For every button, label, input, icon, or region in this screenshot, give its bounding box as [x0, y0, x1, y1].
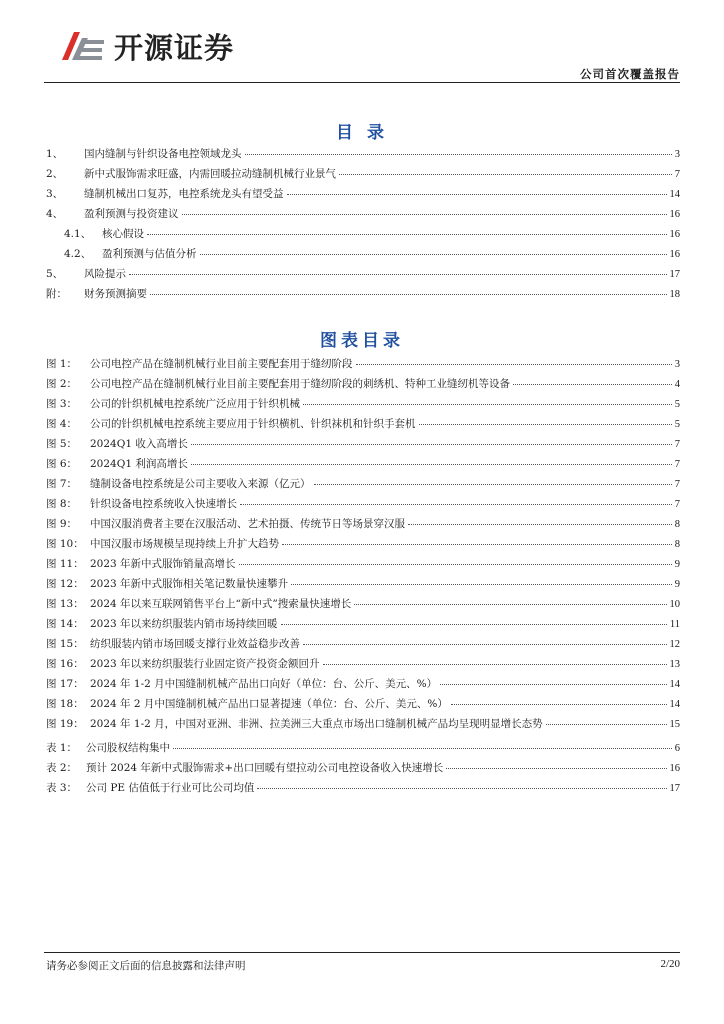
- figure-entry[interactable]: [46, 456, 680, 476]
- entry-page-number: 9: [674, 559, 680, 570]
- toc-entry[interactable]: [46, 286, 680, 306]
- dot-leader: [173, 748, 672, 749]
- figure-entry[interactable]: [46, 676, 680, 696]
- entry-label: 公司 PE 估值低于行业可比公司均值: [86, 782, 255, 794]
- entry-page-number: 4: [674, 379, 680, 390]
- entry-number: 图 7：: [46, 478, 78, 490]
- entry-label: 新中式服饰需求旺盛，内需回暖拉动缝制机械行业景气: [84, 168, 336, 180]
- entry-label: 2023 年新中式服饰相关笔记数量快速攀升: [90, 578, 289, 590]
- entry-label: 2024Q1 收入高增长: [90, 438, 188, 450]
- entry-number: 图 15：: [46, 638, 84, 650]
- entry-number: 图 17：: [46, 678, 84, 690]
- entry-page-number: 7: [674, 169, 680, 180]
- entry-label: 公司电控产品在缝制机械行业目前主要配套用于缝纫阶段的刺绣机、特种工业缝纫机等设备: [90, 378, 510, 390]
- entry-label: 2024 年 1-2 月中国缝制机械产品出口向好（单位：台、公斤、美元、%）: [90, 678, 438, 690]
- table-entry[interactable]: [46, 740, 680, 760]
- entry-page-number: 6: [674, 743, 680, 754]
- entry-number: 3、: [46, 188, 64, 200]
- entry-number: 图 11：: [46, 558, 84, 570]
- dot-leader: [546, 724, 667, 725]
- dot-leader: [281, 624, 667, 625]
- entry-number: 图 3：: [46, 398, 78, 410]
- entry-number: 5、: [46, 268, 64, 280]
- entry-page-number: 8: [674, 519, 680, 530]
- entry-number: 图 14：: [46, 618, 84, 630]
- figure-list: [46, 356, 680, 736]
- toc-entry[interactable]: [46, 166, 680, 186]
- dot-leader: [245, 154, 672, 155]
- entry-label: 2024Q1 利润高增长: [90, 458, 188, 470]
- entry-number: 图 10：: [46, 538, 84, 550]
- document-type-label: 公司首次覆盖报告: [580, 67, 680, 81]
- figure-entry[interactable]: [46, 616, 680, 636]
- entry-page-number: 3: [674, 149, 680, 160]
- entry-page-number: 16: [669, 229, 680, 240]
- dot-leader: [446, 768, 666, 769]
- entry-page-number: 16: [669, 763, 680, 774]
- entry-number: 图 19：: [46, 718, 84, 730]
- entry-label: 2024 年 2 月中国缝制机械产品出口显著提速（单位：台、公斤、美元、%）: [90, 698, 448, 710]
- table-list: [46, 740, 680, 800]
- dot-leader: [282, 544, 672, 545]
- dot-leader: [440, 684, 666, 685]
- entry-label: 财务预测摘要: [84, 288, 147, 300]
- entry-number: 表 1：: [46, 742, 78, 754]
- entry-page-number: 10: [669, 599, 680, 610]
- dot-leader: [200, 254, 667, 255]
- entry-label: 2023 年新中式服饰销量高增长: [90, 558, 236, 570]
- footer-divider: [44, 952, 680, 953]
- table-entry[interactable]: [46, 760, 680, 780]
- entry-page-number: 7: [674, 439, 680, 450]
- dot-leader: [303, 404, 672, 405]
- entry-page-number: 7: [674, 499, 680, 510]
- dot-leader: [303, 644, 667, 645]
- entry-label: 公司股权结构集中: [86, 742, 170, 754]
- entry-label: 中国汉服消费者主要在汉服活动、艺术拍摄、传统节日等场景穿汉服: [90, 518, 405, 530]
- entry-number: 图 6：: [46, 458, 78, 470]
- entry-label: 2024 年 1-2 月，中国对亚洲、非洲、拉美洲三大重点市场出口缝制机械产品均呈现明显增长态势: [90, 718, 543, 730]
- entry-label: 2023 年以来纺织服装行业固定资产投资金额回升: [90, 658, 320, 670]
- entry-page-number: 14: [669, 699, 680, 710]
- figure-entry[interactable]: [46, 556, 680, 576]
- entry-number: 图 9：: [46, 518, 78, 530]
- figure-list-title: 图表目录: [320, 331, 404, 351]
- entry-label: 公司电控产品在缝制机械行业目前主要配套用于缝纫阶段: [90, 358, 353, 370]
- toc-list: [46, 146, 680, 306]
- brand-emblem-icon: [58, 28, 108, 66]
- entry-page-number: 14: [669, 189, 680, 200]
- toc-entry[interactable]: [46, 266, 680, 286]
- toc-entry[interactable]: [46, 246, 680, 266]
- entry-page-number: 8: [674, 539, 680, 550]
- figure-entry[interactable]: [46, 596, 680, 616]
- figure-entry[interactable]: [46, 576, 680, 596]
- dot-leader: [257, 788, 666, 789]
- entry-label: 2023 年以来纺织服装内销市场持续回暖: [90, 618, 278, 630]
- dot-leader: [419, 424, 672, 425]
- figure-entry[interactable]: [46, 396, 680, 416]
- entry-number: 图 13：: [46, 598, 84, 610]
- brand-name: 开源证券: [114, 31, 235, 65]
- entry-number: 图 5：: [46, 438, 78, 450]
- entry-page-number: 18: [669, 289, 680, 300]
- toc-entry[interactable]: [46, 226, 680, 246]
- entry-number: 4、: [46, 208, 64, 220]
- entry-number: 图 2：: [46, 378, 78, 390]
- footer-disclaimer: 请务必参阅正文后面的信息披露和法律声明: [46, 960, 246, 972]
- entry-page-number: 11: [669, 619, 680, 630]
- figure-entry[interactable]: [46, 636, 680, 656]
- entry-number: 1、: [46, 148, 64, 160]
- entry-number: 4.2、: [64, 248, 92, 260]
- figure-entry[interactable]: [46, 696, 680, 716]
- entry-label: 公司的针织机械电控系统主要应用于针织横机、针织袜机和针织手套机: [90, 418, 416, 430]
- toc-title: 目 录: [336, 123, 388, 143]
- entry-label: 纺织服装内销市场回暖支撑行业效益稳步改善: [90, 638, 300, 650]
- entry-number: 图 12：: [46, 578, 84, 590]
- dot-leader: [356, 364, 672, 365]
- entry-page-number: 14: [669, 679, 680, 690]
- dot-leader: [287, 194, 667, 195]
- entry-number: 2、: [46, 168, 64, 180]
- dot-leader: [240, 504, 672, 505]
- dot-leader: [129, 274, 667, 275]
- dot-leader: [191, 464, 672, 465]
- entry-label: 预计 2024 年新中式服饰需求+出口回暖有望拉动公司电控设备收入快速增长: [86, 762, 444, 774]
- figure-entry[interactable]: [46, 476, 680, 496]
- entry-number: 图 18：: [46, 698, 84, 710]
- entry-label: 缝制机械出口复苏，电控系统龙头有望受益: [84, 188, 284, 200]
- dot-leader: [150, 294, 667, 295]
- entry-number: 4.1、: [64, 228, 92, 240]
- figure-entry[interactable]: [46, 356, 680, 376]
- dot-leader: [314, 484, 672, 485]
- table-entry[interactable]: [46, 780, 680, 800]
- entry-number: 图 16：: [46, 658, 84, 670]
- brand-logo: [58, 26, 234, 67]
- toc-entry[interactable]: [46, 186, 680, 206]
- entry-number: 图 8：: [46, 498, 78, 510]
- figure-entry[interactable]: [46, 716, 680, 736]
- entry-label: 公司的针织机械电控系统广泛应用于针织机械: [90, 398, 300, 410]
- entry-page-number: 16: [669, 249, 680, 260]
- dot-leader: [408, 524, 672, 525]
- dot-leader: [354, 604, 666, 605]
- header-divider: [44, 82, 680, 83]
- entry-label: 国内缝制与针织设备电控领域龙头: [84, 148, 242, 160]
- entry-page-number: 5: [674, 419, 680, 430]
- dot-leader: [339, 174, 672, 175]
- toc-entry[interactable]: [46, 146, 680, 166]
- entry-page-number: 9: [674, 579, 680, 590]
- entry-page-number: 5: [674, 399, 680, 410]
- figure-entry[interactable]: [46, 496, 680, 516]
- figure-entry[interactable]: [46, 376, 680, 396]
- entry-number: 图 4：: [46, 418, 78, 430]
- entry-label: 中国汉服市场规模呈现持续上升扩大趋势: [90, 538, 279, 550]
- entry-number: 表 2：: [46, 762, 78, 774]
- dot-leader: [191, 444, 672, 445]
- dot-leader: [451, 704, 667, 705]
- entry-label: 风险提示: [84, 268, 126, 280]
- entry-label: 盈利预测与投资建议: [84, 208, 179, 220]
- dot-leader: [147, 234, 667, 235]
- entry-number: 图 1：: [46, 358, 78, 370]
- dot-leader: [182, 214, 667, 215]
- entry-number: 表 3：: [46, 782, 78, 794]
- dot-leader: [323, 664, 667, 665]
- entry-page-number: 7: [674, 459, 680, 470]
- entry-page-number: 16: [669, 209, 680, 220]
- dot-leader: [239, 564, 672, 565]
- entry-label: 2024 年以来互联网销售平台上“新中式”搜索量快速增长: [90, 598, 352, 610]
- toc-entry[interactable]: [46, 206, 680, 226]
- figure-entry[interactable]: [46, 656, 680, 676]
- entry-label: 核心假设: [102, 228, 144, 240]
- entry-label: 盈利预测与估值分析: [102, 248, 197, 260]
- entry-page-number: 17: [669, 269, 680, 280]
- entry-page-number: 7: [674, 479, 680, 490]
- dot-leader: [291, 584, 672, 585]
- entry-label: 针织设备电控系统收入快速增长: [90, 498, 237, 510]
- figure-entry[interactable]: [46, 416, 680, 436]
- figure-entry[interactable]: [46, 516, 680, 536]
- figure-entry[interactable]: [46, 536, 680, 556]
- entry-page-number: 3: [674, 359, 680, 370]
- entry-label: 缝制设备电控系统是公司主要收入来源（亿元）: [90, 478, 311, 490]
- entry-page-number: 17: [669, 783, 680, 794]
- dot-leader: [513, 384, 672, 385]
- entry-page-number: 13: [669, 659, 680, 670]
- page-number: 2/20: [660, 958, 680, 970]
- entry-page-number: 12: [669, 639, 680, 650]
- entry-page-number: 15: [669, 719, 680, 730]
- figure-entry[interactable]: [46, 436, 680, 456]
- entry-number: 附：: [46, 288, 67, 300]
